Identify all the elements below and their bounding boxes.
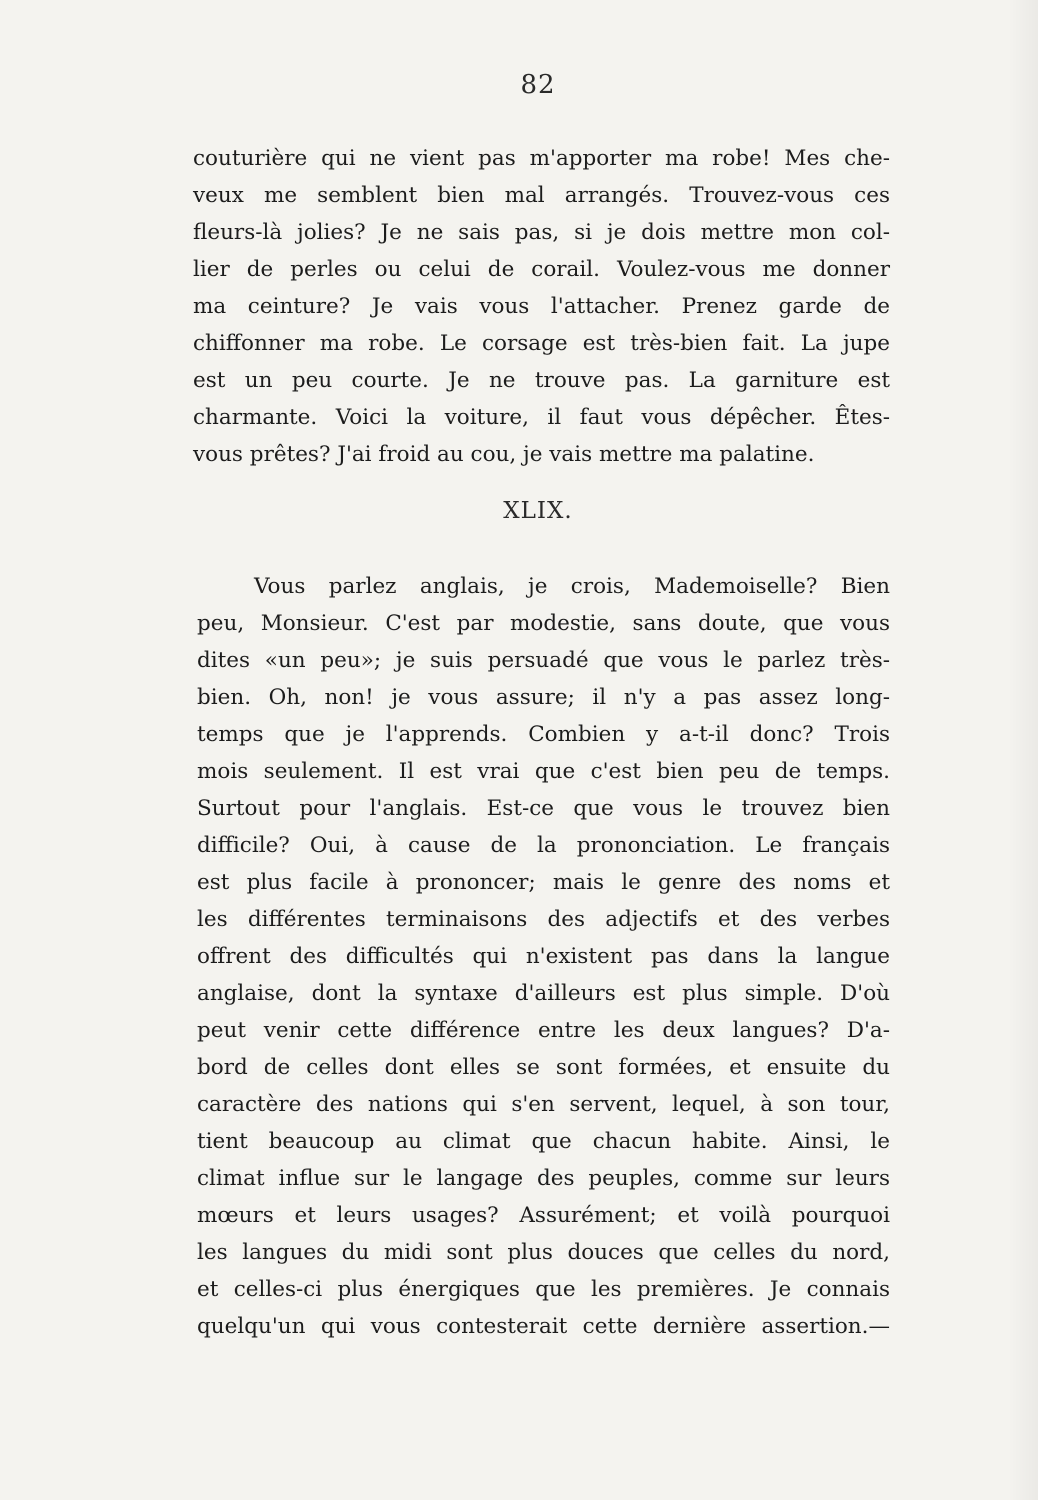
text-line: les différentes terminaisons des adjectifs et des verbes <box>197 907 890 932</box>
text-line: bord de celles dont elles se sont formées, et ensuite du <box>197 1055 890 1080</box>
text-line: peut venir cette différence entre les deux langues? D'a- <box>197 1018 890 1043</box>
text-line: vous prêtes? J'ai froid au cou, je vais mettre ma palatine. <box>193 442 815 467</box>
text-line: climat influe sur le langage des peuples, comme sur leurs <box>197 1166 890 1191</box>
page-number: 82 <box>520 70 556 100</box>
text-line: ma ceinture? Je vais vous l'attacher. Prenez garde de <box>193 294 890 319</box>
text-line: charmante. Voici la voiture, il faut vous dépêcher. Êtes- <box>193 405 890 430</box>
text-line: mois seulement. Il est vrai que c'est bien peu de temps. <box>197 759 890 784</box>
text-line: quelqu'un qui vous contesterait cette dernière assertion.— <box>197 1314 890 1339</box>
text-line: chiffonner ma robe. Le corsage est très-bien fait. La jupe <box>193 331 890 356</box>
text-line: est un peu courte. Je ne trouve pas. La garniture est <box>193 368 890 393</box>
text-line: couturière qui ne vient pas m'apporter ma robe! Mes che- <box>193 146 890 171</box>
paragraph-dialogue <box>197 568 890 1345</box>
text-line: bien. Oh, non! je vous assure; il n'y a pas assez long- <box>197 685 890 710</box>
text-line: offrent des difficultés qui n'existent pas dans la langue <box>197 944 890 969</box>
text-line: anglaise, dont la syntaxe d'ailleurs est plus simple. D'où <box>197 981 890 1006</box>
text-line: est plus facile à prononcer; mais le genre des noms et <box>197 870 890 895</box>
text-line: fleurs-là jolies? Je ne sais pas, si je dois mettre mon col- <box>193 220 890 245</box>
text-line: temps que je l'apprends. Combien y a-t-il donc? Trois <box>197 722 890 747</box>
section-heading: XLIX. <box>503 498 573 524</box>
text-line: Surtout pour l'anglais. Est-ce que vous le trouvez bien <box>197 796 890 821</box>
text-line: tient beaucoup au climat que chacun habite. Ainsi, le <box>197 1129 890 1154</box>
page-edge-shadow <box>1008 0 1038 1500</box>
text-line: difficile? Oui, à cause de la prononciation. Le français <box>197 833 890 858</box>
text-line: les langues du midi sont plus douces que celles du nord, <box>197 1240 890 1265</box>
paragraph-continuation <box>193 140 890 473</box>
text-line: caractère des nations qui s'en servent, lequel, à son tour, <box>197 1092 890 1117</box>
text-line: mœurs et leurs usages? Assurément; et voilà pourquoi <box>197 1203 890 1228</box>
text-line: veux me semblent bien mal arrangés. Trouvez-vous ces <box>193 183 890 208</box>
text-line: et celles-ci plus énergiques que les premières. Je connais <box>197 1277 890 1302</box>
text-line: peu, Monsieur. C'est par modestie, sans doute, que vous <box>197 611 890 636</box>
text-line: Vous parlez anglais, je crois, Mademoiselle? Bien <box>254 574 890 599</box>
text-line: dites «un peu»; je suis persuadé que vous le parlez très- <box>197 648 890 673</box>
text-line: lier de perles ou celui de corail. Voulez-vous me donner <box>193 257 890 282</box>
